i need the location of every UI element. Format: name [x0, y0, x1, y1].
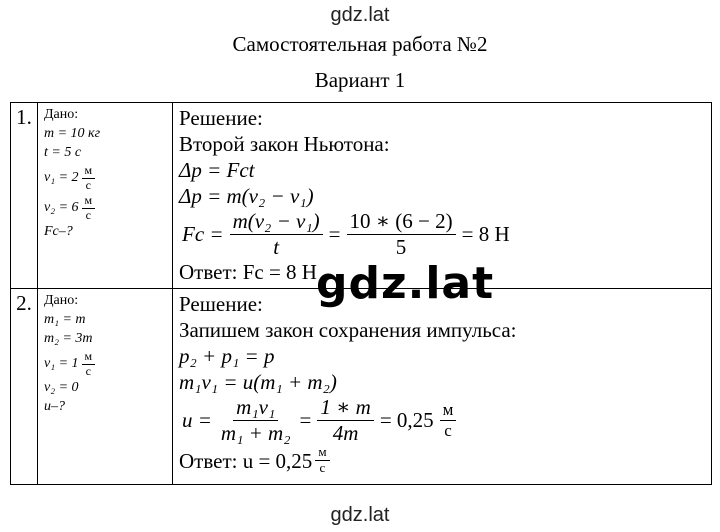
unit-numerator: м — [82, 164, 96, 179]
unit-denominator: с — [85, 177, 91, 192]
eq3-denominator-2: 5 — [395, 234, 407, 259]
answer-unit — [315, 445, 329, 476]
page-title: Самостоятельная работа №2 — [232, 32, 488, 56]
unit-denominator: с — [85, 207, 91, 222]
solution-eq3 — [179, 209, 711, 259]
problem-row-2 — [11, 289, 712, 485]
problem-number-2: 2. — [11, 289, 38, 485]
eq3-numerator-1: m₁v₁ — [233, 395, 278, 420]
unit-numerator: м — [82, 194, 96, 209]
variant-subtitle: Вариант 1 — [314, 68, 406, 92]
eq3-denominator-1: m₁ + m₂ — [220, 420, 291, 445]
given-header: Дано: — [44, 107, 79, 122]
given-cell-1 — [38, 103, 173, 289]
solution-eq3 — [179, 395, 711, 445]
given-v1-value: v₁ = 2 — [44, 170, 79, 186]
eq3-equals: = — [328, 222, 341, 247]
solution-eq2: m₁v₁ = u(m₁ + m₂) — [179, 370, 337, 395]
eq3-denominator-1: t — [273, 234, 280, 259]
eq3-lhs: Fc = — [182, 222, 224, 247]
given-v2-value: v₂ = 6 — [44, 200, 79, 216]
given-cell-2 — [38, 289, 173, 485]
given-v1 — [44, 163, 172, 193]
given-find: u–? — [44, 399, 65, 414]
eq3-equals: = — [299, 408, 312, 433]
watermark-bottom: gdz.lat — [330, 504, 390, 526]
given-v2 — [44, 193, 172, 223]
eq3-fraction-2 — [347, 209, 456, 258]
eq3-result: = 8 Н — [461, 222, 510, 247]
given-v1 — [44, 349, 172, 379]
eq3-numerator-2: 1 ∗ m — [317, 395, 373, 420]
given-v1-unit — [82, 164, 96, 193]
solution-law: Запишем закон сохранения импульса: — [179, 318, 517, 343]
problem-number-1: 1. — [11, 103, 38, 289]
given-v1-value: v₁ = 1 — [44, 356, 79, 372]
eq3-fraction-1 — [218, 395, 294, 444]
solution-header: Решение: — [179, 106, 263, 130]
unit-numerator: м — [315, 445, 329, 461]
unit-denominator: с — [444, 420, 452, 440]
given-v2: v₂ = 0 — [44, 380, 79, 395]
eq3-fraction-2 — [317, 395, 373, 444]
given-m1: m₁ = m — [44, 312, 86, 327]
given-mass: m = 10 кг — [44, 126, 101, 141]
watermark-top: gdz.lat — [330, 4, 390, 26]
eq3-lhs: u = — [182, 408, 212, 433]
eq3-fraction-1 — [230, 209, 323, 258]
given-v1-unit — [82, 350, 96, 379]
solution-eq1: p₂ + p₁ = p — [179, 344, 275, 369]
eq3-result: = 0,25 — [379, 408, 434, 433]
solution-eq1: Δp = Fct — [179, 158, 255, 183]
solution-cell-2 — [173, 289, 712, 485]
given-time: t = 5 с — [44, 145, 82, 160]
eq3-numerator-2: 10 ∗ (6 − 2) — [347, 209, 456, 234]
answer-text: Ответ: u = 0,25 — [179, 448, 313, 473]
given-v2-unit — [82, 194, 96, 223]
unit-denominator: с — [319, 460, 326, 476]
given-m2: m₂ = 3m — [44, 331, 93, 346]
solution-answer — [179, 445, 711, 476]
solution-header: Решение: — [179, 292, 263, 316]
solution-eq2: Δp = m(v₂ − v₁) — [179, 184, 314, 209]
eq3-unit — [440, 400, 457, 440]
solution-law: Второй закон Ньютона: — [179, 132, 390, 157]
solution-answer: Ответ: Fc = 8 Н — [179, 260, 317, 285]
eq3-numerator-1: m(v₂ − v₁) — [230, 209, 323, 234]
eq3-denominator-2: 4m — [332, 420, 359, 445]
unit-denominator: с — [85, 363, 91, 378]
given-header: Дано: — [44, 293, 79, 308]
unit-numerator: м — [440, 400, 457, 421]
given-find: Fc–? — [44, 224, 73, 239]
unit-numerator: м — [82, 350, 96, 365]
watermark-center: gdz.lat — [316, 258, 495, 309]
